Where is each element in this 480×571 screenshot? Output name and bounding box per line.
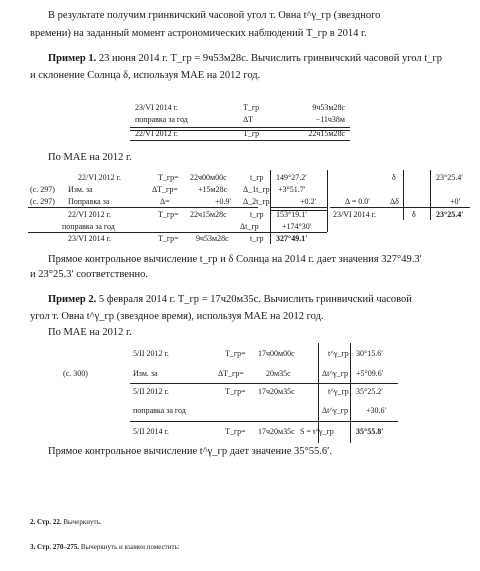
e2-sym: ΔT_гр= xyxy=(218,369,244,378)
t1-sym: ΔT xyxy=(243,115,254,124)
example2-check: Прямое контрольное вычисление t^γ_гр дает значение 35°55.6′. xyxy=(48,446,333,457)
t1-label: поправка за год xyxy=(135,115,188,124)
t2-label: Поправка за xyxy=(68,197,110,206)
t1-label: 23/VI 2014 г. xyxy=(135,103,179,112)
example1-mae-title: По МАЕ на 2012 г. xyxy=(48,152,132,163)
t2-tval: +3°51.7′ xyxy=(278,185,306,194)
e2-tval: +5°09.6′ xyxy=(356,369,384,378)
t2-time: 9ч53м28с xyxy=(196,234,229,243)
t2-dsym: δ xyxy=(412,210,416,219)
t1-val: −11ч38м xyxy=(315,115,345,124)
rule xyxy=(28,232,327,233)
e2-time: 17ч20м35с xyxy=(258,427,295,436)
col-separator xyxy=(350,343,351,443)
t2-sym: Δ= xyxy=(160,197,170,206)
t2-sym: T_гр= xyxy=(158,210,179,219)
t2-time: +15м28с xyxy=(198,185,228,194)
t2-tval: +174°30′ xyxy=(282,222,312,231)
rule xyxy=(28,207,258,208)
e2-tsym: Δt^γ_гр xyxy=(322,406,348,415)
t2-time: 22ч15м28с xyxy=(190,210,227,219)
e2-tval: 35°25.2′ xyxy=(356,387,383,396)
t2-time: +0.9′ xyxy=(215,197,232,206)
t2-tsym: t_гр xyxy=(250,210,264,219)
rule xyxy=(130,421,398,422)
t1-sym: T_гр xyxy=(243,103,260,112)
t1-label: 22/VI 2012 г. xyxy=(135,129,179,138)
e2-tval: +30.6′ xyxy=(366,406,387,415)
e2-label: Изм. за xyxy=(133,369,158,378)
t2-sym: ΔT_гр= xyxy=(152,185,178,194)
t2-label: 22/VI 2012 г. xyxy=(68,210,112,219)
e2-label: 5/II 2012 г. xyxy=(133,349,169,358)
t1-val: 9ч53м28с xyxy=(312,103,345,112)
col-separator xyxy=(327,170,328,232)
t2-label: 22/VI 2012 г. xyxy=(78,173,122,182)
example1-heading: Пример 1. xyxy=(48,53,97,64)
t2-tsym: Δt_гр xyxy=(240,222,259,231)
t2-dval: +0′ xyxy=(450,197,461,206)
rule xyxy=(130,383,398,384)
e2-sym: T_гр= xyxy=(225,387,246,396)
t1-val: 22ч15м28с xyxy=(308,129,345,138)
t2-delta: Δ = 0.0′ xyxy=(345,197,370,206)
t2-date: 23/VI 2014 г. xyxy=(333,210,377,219)
e2-tsym: t^γ_гр xyxy=(328,387,349,396)
e2-label: поправка за год xyxy=(133,406,186,415)
t2-label: поправка за год xyxy=(62,222,115,231)
e2-tsym: t^γ_гр xyxy=(328,349,349,358)
t2-ref: (с. 297) xyxy=(30,185,55,194)
t2-sym: T_гр= xyxy=(158,234,179,243)
example1-check-1: Прямое контрольное вычисление t_гр и δ Солнца на 2014 г. дает значения 327°49.3′ xyxy=(48,254,422,265)
t2-tsym: t_гр xyxy=(250,173,264,182)
t2-tsym: Δ_2t_гр xyxy=(243,197,270,206)
t2-dval: 23°25.4′ xyxy=(436,173,463,182)
t2-dval: 23°25.4′ xyxy=(436,210,464,219)
t1-sym: T_гр xyxy=(243,129,260,138)
intro-line-1: В результате получим гринвичский часовой угол т. Овна t^γ_гр (звездного xyxy=(48,10,381,21)
rule xyxy=(130,140,350,141)
t2-tval: +0.2′ xyxy=(300,197,317,206)
e2-sym: T_гр= xyxy=(225,427,246,436)
t2-label: 23/VI 2014 г. xyxy=(68,234,112,243)
t2-dsym: Δδ xyxy=(390,197,399,206)
e2-time: 17ч20м35с xyxy=(258,387,295,396)
t2-time: 22ч00м00с xyxy=(190,173,227,182)
note-item: 2. Стр. 22. Вычеркнуть. xyxy=(30,518,102,526)
t2-tval: 149°27.2′ xyxy=(276,173,307,182)
example1-check-2: и 23°25.3′ соответственно. xyxy=(30,269,149,280)
e2-tval: 35°55.8′ xyxy=(356,427,384,436)
t2-ref: (с. 297) xyxy=(30,197,55,206)
t2-tval: 153°19.1′ xyxy=(276,210,307,219)
t2-dsym: δ xyxy=(392,173,396,182)
t2-tsym: t_гр xyxy=(250,234,264,243)
t2-label: Изм. за xyxy=(68,185,93,194)
e2-tsym: Δt^γ_гр xyxy=(322,369,348,378)
e2-sym: T_гр= xyxy=(225,349,246,358)
example2-text-1: Пример 2. 5 февраля 2014 г. T_гр = 17ч20м35с. Вычислить гринвичский часовой xyxy=(48,294,412,305)
intro-line-2: времени) на заданный момент астрономических наблюдений T_гр в 2014 г. xyxy=(30,28,367,39)
e2-time: 17ч00м00с xyxy=(258,349,295,358)
example2-text-2: угол т. Овна t^γ_гр (звездное время), используя МАЕ на 2012 год. xyxy=(30,311,324,322)
note-item: 3. Стр. 270–275. Вычеркнуть и взамен поместить: xyxy=(30,543,180,551)
e2-label: 5/II 2012 г. xyxy=(133,387,169,396)
t2-sym: T_гр= xyxy=(158,173,179,182)
e2-tsym: S = t^γ_гр xyxy=(300,427,334,436)
example2-mae-title: По МАЕ на 2012 г. xyxy=(48,327,132,338)
e2-ref: (с. 300) xyxy=(63,369,88,378)
col-separator xyxy=(430,170,431,220)
example1-text-1: Пример 1. 23 июня 2014 г. T_гр = 9ч53м28с. Вычислить гринвичский часовой угол t_гр xyxy=(48,53,442,64)
e2-tval: 30°15.6′ xyxy=(356,349,383,358)
e2-time: 20м35с xyxy=(266,369,291,378)
example2-heading: Пример 2. xyxy=(48,294,97,305)
t2-tsym: Δ_1t_гр xyxy=(243,185,270,194)
rule xyxy=(330,207,470,208)
col-separator xyxy=(403,170,404,220)
example1-text-2: и склонение Солнца δ, используя МАЕ на 2012 год. xyxy=(30,70,261,81)
t2-tval: 327°49.1′ xyxy=(276,234,308,243)
e2-label: 5/II 2014 г. xyxy=(133,427,169,436)
